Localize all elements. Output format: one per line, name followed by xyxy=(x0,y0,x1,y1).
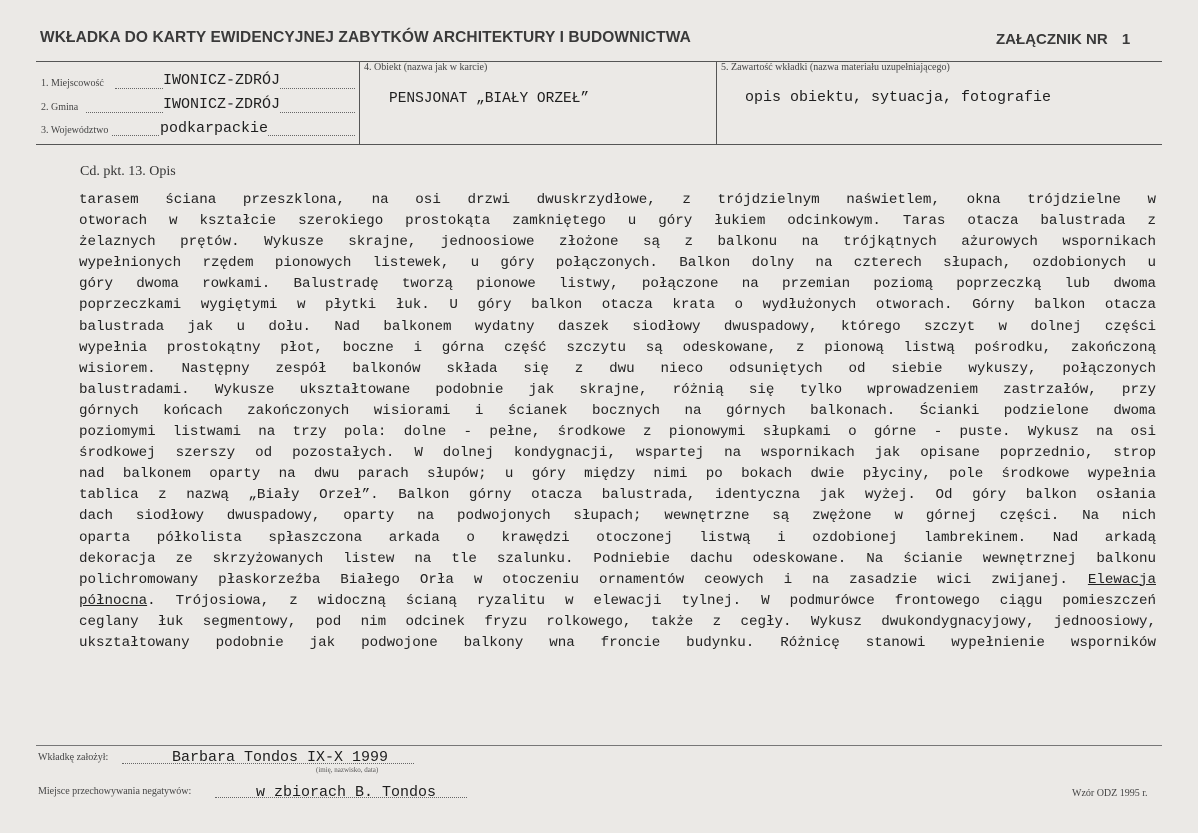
body-line: wisiorem. Następny zespół balkonów składa się z dwu nieco odsuniętych od siebie wykuszy, połączonych xyxy=(79,360,1156,377)
locality-value: IWONICZ-ZDRÓJ xyxy=(163,72,281,89)
body-line: ukształtowany podobnie jak podwojone balkony wna froncie budynku. Różnicę stanowi wypełnienie wsporników xyxy=(79,634,1156,651)
body-line: tablica z nazwą „Biały Orzeł”. Balkon górny otacza balustrada, identyczna jak wyżej. Od góry balkon osłania xyxy=(79,487,1156,504)
header-divider-1 xyxy=(359,61,360,144)
province-value: podkarpackie xyxy=(160,120,269,137)
footer-rule xyxy=(36,745,1162,746)
body-line: ceglany łuk segmentowy, pod nim odcinek fryzu rolkowego, także z cegły. Wykusz dwukondygnacyjowy, jednoosiowy, xyxy=(79,613,1156,630)
section-heading: Cd. pkt. 13. Opis xyxy=(80,164,176,179)
body-line: nad balkonem oparty na dwu parach słupów; u góry między nimi po bokach dwie płyciny, pole środkowe wypełnia xyxy=(79,466,1156,483)
form-code: Wzór ODZ 1995 r. xyxy=(1072,788,1148,799)
body-line: dach siodłowy dwuspadowy, oparty na podwojonych słupach; wewnętrzne są zwężone w górnej części. Na nich xyxy=(79,508,1156,525)
description-text xyxy=(79,190,1156,654)
province-label: 3. Województwo xyxy=(41,125,109,136)
author-hint: (imię, nazwisko, data) xyxy=(316,766,379,774)
body-line: poziomymi listwami na trzy pola: dolne - pełne, środkowe z pionowymi słupkami o górne - puste. Wykusz na osi xyxy=(79,424,1156,441)
body-line: poprzeczkami wygiętymi w płytki łuk. U góry balkon otacza krata o wydłużonych otworach. Górny balkon otacza xyxy=(79,297,1156,314)
body-line: wypełnia prostokątny płot, boczne i górna część szczytu są odeskowane, z pionową listwą pośrodku, zakończoną xyxy=(79,339,1156,356)
author-label: Wkładkę założył: xyxy=(38,752,109,763)
header-bottom-rule xyxy=(36,144,1162,145)
header-top-rule xyxy=(36,61,1162,62)
body-line: wypełnionych rzędem pionowych listewek, u góry połączonych. Balkon dolny na czterech słupach, ozdobionych u xyxy=(79,255,1156,272)
body-line: oparta półkolista spłaszczona arkada o krawędzi otoczonej listwą i ozdobionej lambrekinem. Nad arkadą xyxy=(79,529,1156,546)
body-line: dekoracja ze skrzyżowanych listew na tle szalunku. Podniebie dachu odeskowane. Na ścianie wewnętrznej balkonu xyxy=(79,550,1156,567)
body-line-text: polichromowany płaskorzeźba Białego Orła w otoczeniu ornamentów ceowych i na zasadzie wici zwijanej. xyxy=(79,571,1068,588)
body-line: tarasem ściana przeszklona, na osi drzwi dwuskrzydłowe, z trójdzielnym naświetlem, okna trójdzielne w xyxy=(79,192,1156,208)
body-line: balustradami. Wykusze ukształtowane podobnie jak skrajne, różnią się tylko wprowadzeniem zastrzałów, przy xyxy=(79,381,1156,398)
body-line: otworach w kształcie szerokiego prostokąta zamkniętego u góry łukiem odcinkowym. Taras otacza balustrada z xyxy=(79,213,1156,230)
object-value: PENSJONAT „BIAŁY ORZEŁ” xyxy=(389,91,590,107)
annex-label xyxy=(996,31,1130,48)
annex-number: 1 xyxy=(1121,31,1131,48)
contents-label: 5. Zawartość wkładki (nazwa materiału uzupełniającego) xyxy=(721,62,950,73)
body-line xyxy=(79,591,1156,612)
object-label: 4. Obiekt (nazwa jak w karcie) xyxy=(364,62,488,73)
underlined-heading-part-1: Elewacja xyxy=(1087,571,1156,588)
locality-label: 1. Miejscowość xyxy=(41,78,104,89)
header-divider-2 xyxy=(716,61,717,144)
storage-value: w zbiorach B. Tondos xyxy=(256,784,437,801)
body-line: górnych końcach zakończonych wisiorami i ścianek bocznych na górnych balkonach. Ścianki podzielone dwoma xyxy=(79,402,1156,419)
contents-value: opis obiektu, sytuacja, fotografie xyxy=(745,89,1052,106)
annex-label-text: ZAŁĄCZNIK NR xyxy=(996,31,1108,48)
body-line-text: . Trójosiowa, z widoczną ścianą ryzalitu w elewacji tylnej. W podmurówce frontowego ciągu pomieszczeń xyxy=(147,592,1156,609)
body-line: balustrada jak u dołu. Nad balkonem wydatny daszek siodłowy dwuspadowy, którego szczyt w dolnej części xyxy=(79,318,1156,335)
commune-value: IWONICZ-ZDRÓJ xyxy=(163,96,281,113)
underlined-heading-part-2: północna xyxy=(79,592,148,609)
storage-label: Miejsce przechowywania negatywów: xyxy=(38,786,192,797)
form-title: WKŁADKA DO KARTY EWIDENCYJNEJ ZABYTKÓW ARCHITEKTURY I BUDOWNICTWA xyxy=(40,29,691,46)
body-line xyxy=(79,570,1156,591)
body-line: środkowej szerszy od pozostałych. W dolnej kondygnacji, wspartej na wspornikach jak opisane poprzednio, strop xyxy=(79,445,1156,462)
author-value: Barbara Tondos IX-X 1999 xyxy=(172,749,389,766)
body-line: góry dwoma rowkami. Balustradę tworzą pionowe listwy, połączone na przemian poziomą poprzeczką lub dwoma xyxy=(79,276,1156,293)
body-line: żelaznych prętów. Wykusze skrajne, jednoosiowe złożone są z balkonu na trójkątnych ażurowych wspornikach xyxy=(79,234,1156,251)
commune-label: 2. Gmina xyxy=(41,102,79,113)
